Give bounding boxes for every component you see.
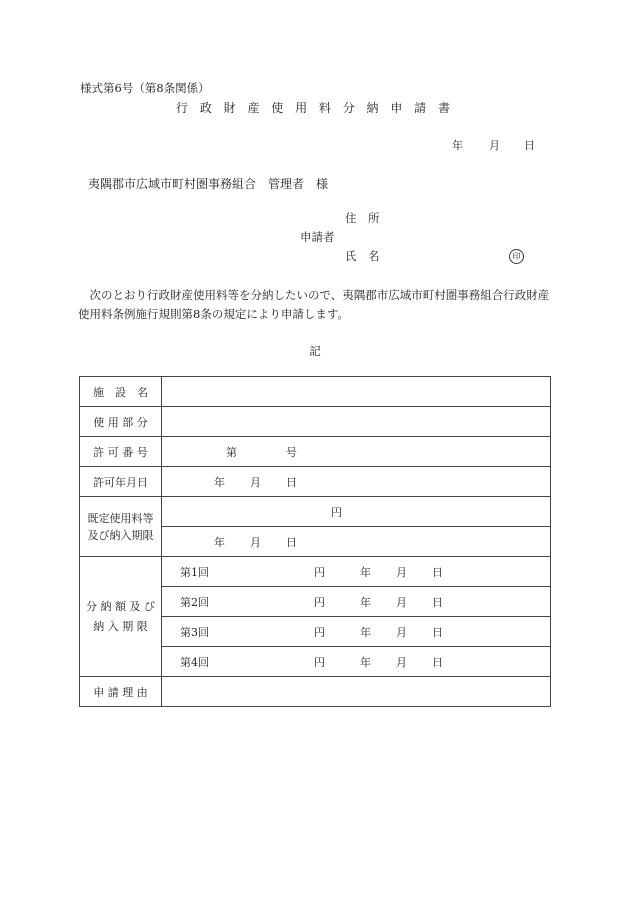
- installment-2-label: 第2回: [180, 595, 209, 609]
- installment-label: 分 納 額 及 び 納 入 期 限: [80, 557, 162, 677]
- applicant-label: 申請者: [300, 230, 335, 244]
- usage-part-label: 使 用 部 分: [80, 407, 162, 437]
- facility-name-label: 施 設 名: [80, 377, 162, 407]
- row-fee-amount: [80, 497, 551, 527]
- installment-4-month: 月: [396, 655, 407, 669]
- fee-label: 既定使用料等 及び納入期限: [80, 497, 162, 557]
- row-usage-part: [80, 407, 551, 437]
- installment-1-field[interactable]: [162, 557, 551, 587]
- fee-amount-field[interactable]: [162, 497, 551, 527]
- fee-deadline-field[interactable]: [162, 527, 551, 557]
- date-year-label: 年: [452, 139, 463, 152]
- permit-number-field[interactable]: [162, 437, 551, 467]
- installment-3-year: 年: [360, 625, 371, 639]
- installment-3-field[interactable]: [162, 617, 551, 647]
- date-day-label: 日: [524, 139, 535, 152]
- addressee: 夷隅郡市広域市町村圏事務組合 管理者 様: [88, 177, 329, 191]
- facility-name-field[interactable]: [162, 377, 551, 407]
- row-reason: [80, 677, 551, 707]
- form-number: 様式第6号（第8条関係）: [80, 81, 210, 95]
- reason-label: 申 請 理 由: [80, 677, 162, 707]
- row-permit-date: [80, 467, 551, 497]
- row-permit-number: [80, 437, 551, 467]
- installment-1-label: 第1回: [180, 565, 209, 579]
- installment-4-day: 日: [432, 655, 443, 669]
- seal-mark: 印: [509, 249, 524, 264]
- permit-year-label: 年: [214, 475, 225, 489]
- installment-3-label: 第3回: [180, 625, 209, 639]
- installment-3-day: 日: [432, 625, 443, 639]
- request-text: 次のとおり行政財産使用料等を分納したいので、夷隅郡市広域市町村圏事務組合行政財産使用料条例施行規則第8条の規定により申請します。: [78, 288, 550, 321]
- installment-3-yen: 円: [314, 625, 325, 639]
- installment-4-field[interactable]: [162, 647, 551, 677]
- permit-number-label: 許 可 番 号: [80, 437, 162, 467]
- row-installment-1: [80, 557, 551, 587]
- row-facility-name: [80, 377, 551, 407]
- usage-part-field[interactable]: [162, 407, 551, 437]
- installment-2-field[interactable]: [162, 587, 551, 617]
- permit-no-prefix: 第: [226, 445, 237, 459]
- document-title: 行 政 財 産 使 用 料 分 納 申 請 書: [176, 101, 454, 115]
- installment-4-yen: 円: [314, 655, 325, 669]
- installment-1-year: 年: [360, 565, 371, 579]
- reason-field[interactable]: [162, 677, 551, 707]
- date-month-label: 月: [489, 139, 500, 152]
- installment-2-month: 月: [396, 595, 407, 609]
- permit-no-suffix: 号: [286, 445, 297, 459]
- permit-month-label: 月: [250, 475, 261, 489]
- application-table: [79, 376, 551, 707]
- ki-label: 記: [309, 344, 321, 358]
- permit-date-field[interactable]: [162, 467, 551, 497]
- installment-2-day: 日: [432, 595, 443, 609]
- installment-4-label: 第4回: [180, 655, 209, 669]
- installment-2-yen: 円: [314, 595, 325, 609]
- installment-1-day: 日: [432, 565, 443, 579]
- permit-day-label: 日: [286, 475, 297, 489]
- fee-year-label: 年: [214, 535, 225, 549]
- fee-month-label: 月: [250, 535, 261, 549]
- installment-3-month: 月: [396, 625, 407, 639]
- installment-1-month: 月: [396, 565, 407, 579]
- fee-yen-label: 円: [331, 505, 342, 519]
- name-label: 氏 名: [345, 249, 380, 263]
- installment-4-year: 年: [360, 655, 371, 669]
- fee-day-label: 日: [286, 535, 297, 549]
- address-label: 住 所: [345, 211, 380, 225]
- installment-1-yen: 円: [314, 565, 325, 579]
- permit-date-label: 許可年月日: [80, 467, 162, 497]
- installment-2-year: 年: [360, 595, 371, 609]
